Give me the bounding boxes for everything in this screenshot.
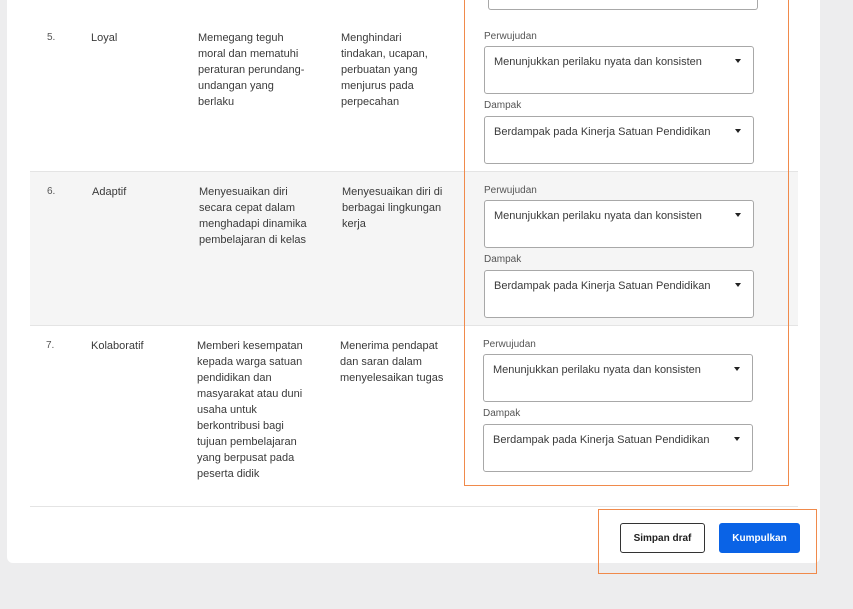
- value-description: Memberi kesempatan kepada warga satuan pendidikan dan masyarakat atau duni usaha untuk berkontribusi bagi tujuan pembelajaran yang berpusat pada peserta didik: [197, 340, 303, 480]
- perwujudan-selected-value: Menunjukkan perilaku nyata dan konsisten: [494, 56, 702, 68]
- perwujudan-label: Perwujudan: [484, 185, 537, 196]
- dampak-select[interactable]: [484, 270, 754, 318]
- behavior-indicator: Menerima pendapat dan saran dalam menyelesaikan tugas: [340, 340, 444, 384]
- dampak-label: Dampak: [484, 100, 522, 111]
- chevron-down-icon: [734, 367, 740, 371]
- perwujudan-select[interactable]: [484, 46, 754, 94]
- row-number: 7.: [46, 340, 55, 351]
- perwujudan-selected-value: Menunjukkan perilaku nyata dan konsisten: [494, 210, 702, 222]
- chevron-down-icon: [735, 129, 741, 133]
- chevron-down-icon: [735, 213, 741, 217]
- chevron-down-icon: [735, 283, 741, 287]
- perwujudan-select[interactable]: [483, 354, 753, 402]
- row-number: 6.: [47, 186, 56, 197]
- perwujudan-selected-value: Menunjukkan perilaku nyata dan konsisten: [493, 364, 701, 376]
- perwujudan-label: Perwujudan: [484, 31, 537, 42]
- perwujudan-label: Perwujudan: [483, 339, 536, 350]
- behavior-indicator: Menghindari tindakan, ucapan, perbuatan yang menjurus pada perpecahan: [341, 32, 428, 108]
- dampak-select[interactable]: [483, 424, 753, 472]
- row-number: 5.: [47, 32, 56, 43]
- behavior-indicator: Menyesuaikan diri di berbagai lingkungan kerja: [342, 186, 443, 230]
- value-name: Kolaboratif: [91, 340, 144, 352]
- dampak-selected-value: Berdampak pada Kinerja Satuan Pendidikan: [493, 434, 710, 446]
- value-description: Menyesuaikan diri secara cepat dalam menghadapi dinamika pembelajaran di kelas: [199, 186, 307, 246]
- dampak-select[interactable]: [484, 116, 754, 164]
- form-card: [7, 0, 820, 563]
- table-row-loyal: [30, 18, 798, 172]
- submit-button[interactable]: Kumpulkan: [719, 523, 800, 553]
- perwujudan-select[interactable]: [484, 200, 754, 248]
- save-draft-button[interactable]: Simpan draf: [620, 523, 705, 553]
- dampak-selected-value: Berdampak pada Kinerja Satuan Pendidikan: [494, 126, 711, 138]
- table-row-kolaboratif: [30, 326, 798, 507]
- dampak-selected-value: Berdampak pada Kinerja Satuan Pendidikan: [494, 280, 711, 292]
- chevron-down-icon: [734, 437, 740, 441]
- value-description: Memegang teguh moral dan mematuhi peraturan perundang-undangan yang berlaku: [198, 32, 305, 108]
- dampak-label: Dampak: [483, 408, 521, 419]
- table-row-adaptif: [30, 172, 798, 326]
- chevron-down-icon: [735, 59, 741, 63]
- value-name: Adaptif: [92, 186, 127, 198]
- previous-dampak-select[interactable]: [488, 0, 758, 10]
- dampak-label: Dampak: [484, 254, 522, 265]
- value-name: Loyal: [91, 32, 118, 44]
